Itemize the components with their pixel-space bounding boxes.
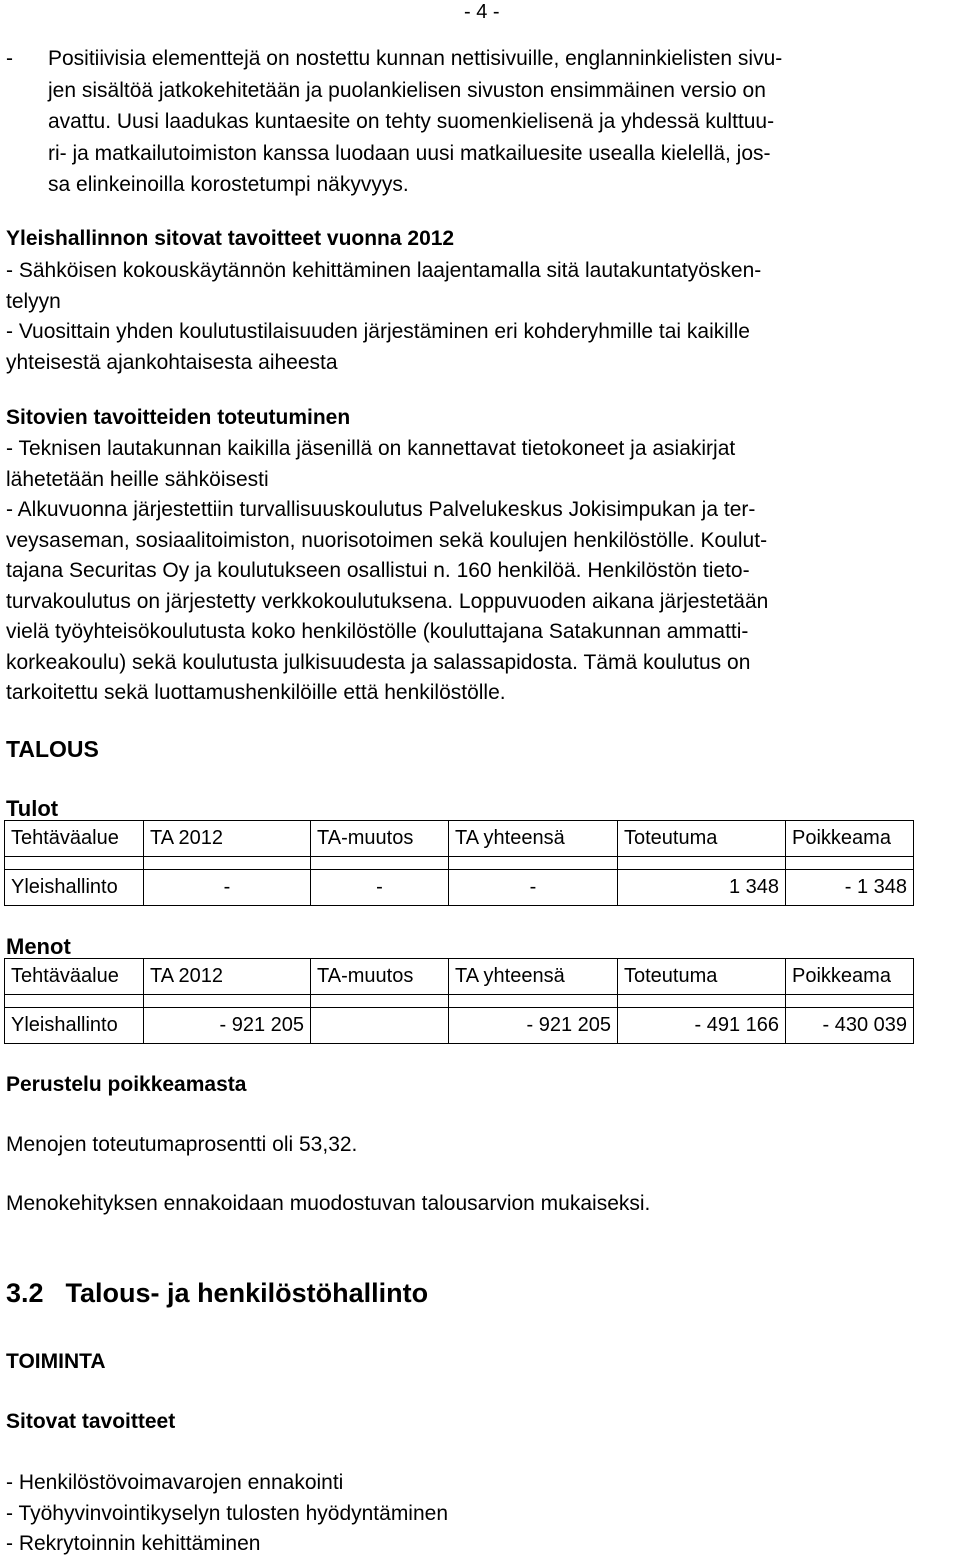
- goals-line: - Vuosittain yhden koulutustilaisuuden järjestäminen eri kohderyhmille tai kaikille: [6, 320, 750, 343]
- column-header: TA yhteensä: [449, 959, 618, 995]
- table-cell: -: [311, 870, 449, 906]
- list-item: - Henkilöstövoimavarojen ennakointi: [6, 1471, 344, 1494]
- realization-line: vielä työyhteisökoulutusta koko henkilöstölle (kouluttajana Satakunnan ammatti-: [6, 620, 749, 643]
- realization-line: tajana Securitas Oy ja koulutukseen osallistui n. 160 henkilöä. Henkilöstön tieto-: [6, 559, 750, 582]
- spacer-cell: [144, 995, 311, 1008]
- realization-heading: Sitovien tavoitteiden toteutuminen: [6, 406, 351, 429]
- goals-list: [6, 256, 956, 378]
- spacer-cell: [5, 857, 144, 870]
- column-header: Poikkeama: [786, 959, 914, 995]
- realization-line: - Teknisen lautakunnan kaikilla jäsenillä on kannettavat tietokoneet ja asiakirjat: [6, 437, 736, 460]
- spacer-cell: [449, 857, 618, 870]
- realization-line: veysaseman, sosiaalitoimiston, nuorisotoimen sekä koulujen henkilöstölle. Koulut-: [6, 528, 768, 552]
- table-cell: -: [449, 870, 618, 906]
- toiminta-heading: TOIMINTA: [6, 1350, 106, 1373]
- section-number: 3.2: [6, 1278, 44, 1308]
- realization-line: turvakoulutus on järjestetty verkkokoulutuksena. Loppuvuoden aikana järjestetään: [6, 589, 769, 613]
- table-spacer-row: [5, 995, 914, 1008]
- spacer-cell: [311, 857, 449, 870]
- column-header: Tehtäväalue: [5, 821, 144, 857]
- spacer-cell: [144, 857, 311, 870]
- section-heading: [6, 1278, 428, 1309]
- perustelu-heading: Perustelu poikkeamasta: [6, 1073, 247, 1096]
- realization-line: korkeakoulu) sekä koulutusta julkisuudesta ja salassapidosta. Tämä koulutus on: [6, 650, 751, 674]
- tulot-heading: Tulot: [6, 796, 59, 821]
- goals-heading: Yleishallinnon sitovat tavoitteet vuonna 2012: [6, 227, 455, 250]
- realization-line: lähetetään heille sähköisesti: [6, 467, 269, 491]
- sitovat-list: [6, 1468, 956, 1560]
- column-header: Poikkeama: [786, 821, 914, 857]
- table-cell: - 1 348: [786, 870, 914, 906]
- table-spacer-row: [5, 857, 914, 870]
- spacer-cell: [449, 995, 618, 1008]
- table-cell: Yleishallinto: [5, 1008, 144, 1044]
- intro-bullet-text: [48, 43, 956, 201]
- intro-bullet: [6, 43, 956, 201]
- table-row: [5, 870, 914, 906]
- table-header-row: [5, 959, 914, 995]
- table-cell: - 430 039: [786, 1008, 914, 1044]
- realization-line: - Alkuvuonna järjestettiin turvallisuuskoulutus Palvelukeskus Jokisimpukan ja ter-: [6, 498, 756, 521]
- table-cell: [311, 1008, 449, 1044]
- sitovat-heading: Sitovat tavoitteet: [6, 1410, 176, 1433]
- list-item: - Työhyvinvointikyselyn tulosten hyödyntäminen: [6, 1501, 449, 1525]
- column-header: TA 2012: [144, 821, 311, 857]
- realization-line: tarkoitettu sekä luottamushenkilöille että henkilöstölle.: [6, 681, 506, 704]
- spacer-cell: [311, 995, 449, 1008]
- list-item: - Rekrytoinnin kehittäminen: [6, 1532, 261, 1555]
- intro-line: sa elinkeinoilla korostetumpi näkyvyys.: [48, 173, 409, 196]
- table-cell: - 921 205: [449, 1008, 618, 1044]
- menot-heading: Menot: [6, 934, 71, 959]
- table-cell: - 491 166: [618, 1008, 786, 1044]
- intro-line: avattu. Uusi laadukas kuntaesite on tehty suomenkielisenä ja yhdessä kulttuu-: [48, 110, 775, 133]
- perustelu-para1: Menojen toteutumaprosentti oli 53,32.: [6, 1133, 358, 1156]
- goals-line: - Sähköisen kokouskäytännön kehittäminen laajentamalla sitä lautakuntatyösken-: [6, 259, 762, 282]
- table-cell: 1 348: [618, 870, 786, 906]
- table-cell: Yleishallinto: [5, 870, 144, 906]
- table-cell: - 921 205: [144, 1008, 311, 1044]
- column-header: Toteutuma: [618, 821, 786, 857]
- spacer-cell: [786, 995, 914, 1008]
- goals-line: telyyn: [6, 289, 61, 313]
- perustelu-para2: Menokehityksen ennakoidaan muodostuvan talousarvion mukaiseksi.: [6, 1192, 651, 1215]
- column-header: TA yhteensä: [449, 821, 618, 857]
- spacer-cell: [786, 857, 914, 870]
- intro-line: Positiivisia elementtejä on nostettu kunnan nettisivuille, englanninkielisten sivu-: [48, 47, 783, 70]
- column-header: Tehtäväalue: [5, 959, 144, 995]
- intro-line: jen sisältöä jatkokehitetään ja puolankielisen sivuston ensimmäinen versio on: [48, 78, 766, 102]
- page-number: - 4 -: [464, 1, 500, 23]
- section-title: Talous- ja henkilöstöhallinto: [65, 1278, 429, 1308]
- table-header-row: [5, 821, 914, 857]
- spacer-cell: [618, 995, 786, 1008]
- tulot-table: [4, 820, 914, 906]
- bullet-dash: -: [6, 47, 13, 70]
- spacer-cell: [618, 857, 786, 870]
- talous-heading: TALOUS: [6, 736, 99, 762]
- spacer-cell: [5, 995, 144, 1008]
- table-cell: -: [144, 870, 311, 906]
- column-header: Toteutuma: [618, 959, 786, 995]
- intro-line: ri- ja matkailutoimiston kanssa luodaan uusi matkailuesite usealla kielellä, jos-: [48, 141, 771, 165]
- column-header: TA 2012: [144, 959, 311, 995]
- menot-table: [4, 958, 914, 1044]
- column-header: TA-muutos: [311, 959, 449, 995]
- column-header: TA-muutos: [311, 821, 449, 857]
- realization-list: [6, 434, 956, 709]
- table-row: [5, 1008, 914, 1044]
- goals-line: yhteisestä ajankohtaisesta aiheesta: [6, 350, 338, 374]
